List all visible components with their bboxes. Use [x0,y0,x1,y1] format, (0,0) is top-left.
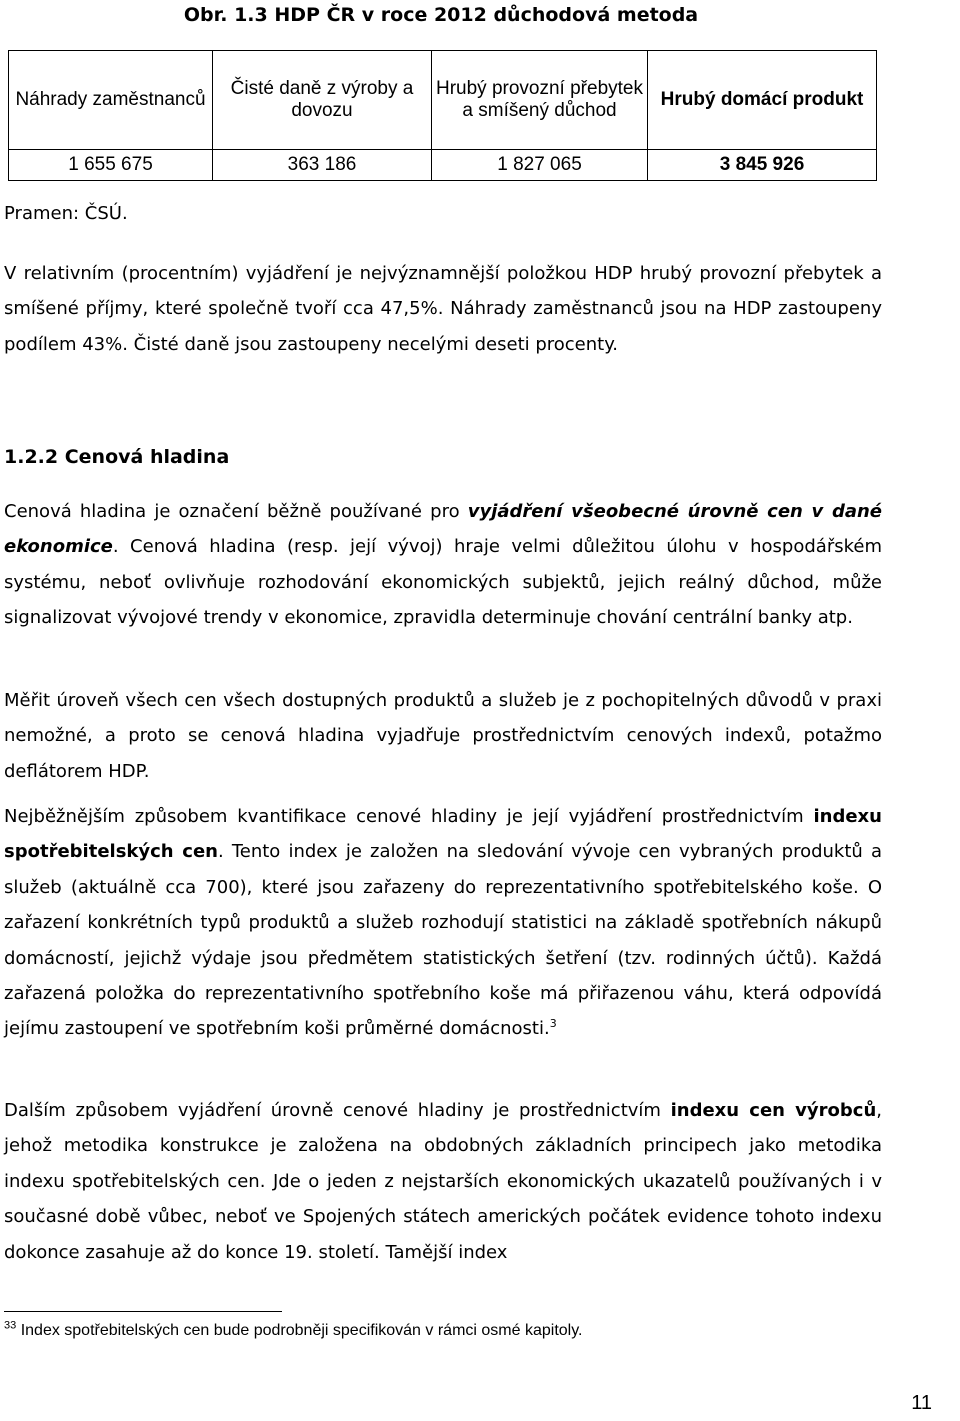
text-run: , jehož metodika konstrukce je založena na obdobných základních principech jako metodika indexu spotřebitelských cen. Jde o jeden z nejstarších ekonomických ukazatelů používaných i v současné době vůbec, neboť ve Spojených státech amerických počátek evidence tohoto indexu dokonce zasahuje až do konce 19. století. Tamější index [4,1100,882,1263]
section-heading: 1.2.2 Cenová hladina [4,446,230,468]
figure-title: Obr. 1.3 HDP ČR v roce 2012 důchodová metoda [183,4,699,26]
footnote-mark: 33 [4,1319,17,1332]
footnote [4,1319,583,1340]
table-row [9,150,877,181]
text-run: Nejběžnějším způsobem kvantifikace cenové hladiny je její vyjádření prostřednictvím [4,806,814,827]
bold-text: indexu cen výrobců [670,1100,877,1121]
emphasis-text: vyjádření všeobecné úrovně cen v dané ekonomice [4,501,883,558]
text-run: Cenová hladina je označení běžně používané pro [4,501,468,522]
paragraph-4 [4,799,882,1047]
table-header-row [9,51,877,150]
paragraph-1: V relativním (procentním) vyjádření je nejvýznamnější položkou HDP hrubý provozní přebytek a smíšené příjmy, které společně tvoří cca 47,5%. Náhrady zaměstnanců jsou na HDP zastoupeny podílem 43%. Čisté daně jsou zastoupeny necelými deseti procenty. [4,263,882,355]
text-run: . Tento index je založen na sledování vývoje cen vybraných produktů a služeb (aktuálně cca 700), které jsou zařazeny do reprezentativního spotřebitelského koše. O zařazení konkrétních typů produktů a služeb rozhodují statistici na základě spotřebních nákupů domácností, jejichž výdaje jsou předmětem statistických šetření (tzv. rodinných účtů). Každá zařazená položka do reprezentativního spotřebního koše má přiřazenou váhu, která odpovídá jejímu zastoupení ve spotřebním koši průměrné domácnosti. [4,841,882,1040]
table-cell: 3 845 926 [648,150,877,181]
table-cell: 363 186 [213,150,432,181]
table-header-cell: Hrubý domácí produkt [648,51,877,150]
table-header-cell: Čisté daně z výroby a dovozu [213,51,432,150]
footnote-divider [4,1311,282,1312]
paragraph-3: Měřit úroveň všech cen všech dostupných produktů a služeb je z pochopitelných důvodů v praxi nemožné, a proto se cenová hladina vyjadřuje prostřednictvím cenových indexů, potažmo deflátorem HDP. [4,690,882,782]
gdp-table [8,50,877,181]
table-header-cell: Náhrady zaměstnanců [9,51,213,150]
text-run: . Cenová hladina (resp. její vývoj) hraje velmi důležitou úlohu v hospodářském systému, neboť ovlivňuje rozhodování ekonomických subjektů, jejich reálný důchod, může signalizovat vývojové trendy v ekonomice, zpravidla determinuje chování centrální banky atp. [4,536,882,629]
table-cell: 1 827 065 [432,150,648,181]
source-note: Pramen: ČSÚ. [4,203,128,224]
footnote-text: Index spotřebitelských cen bude podrobněji specifikován v rámci osmé kapitoly. [16,1322,583,1339]
table-header-cell: Hrubý provozní přebytek a smíšený důchod [432,51,648,150]
bold-text: indexu spotřebitelských cen [4,806,882,863]
footnote-ref: 3 [549,1017,557,1031]
paragraph-5 [4,1093,882,1270]
table-cell: 1 655 675 [9,150,213,181]
page-number: 11 [911,1392,932,1414]
paragraph-2 [4,494,882,636]
text-run: Dalším způsobem vyjádření úrovně cenové hladiny je prostřednictvím [4,1100,671,1121]
